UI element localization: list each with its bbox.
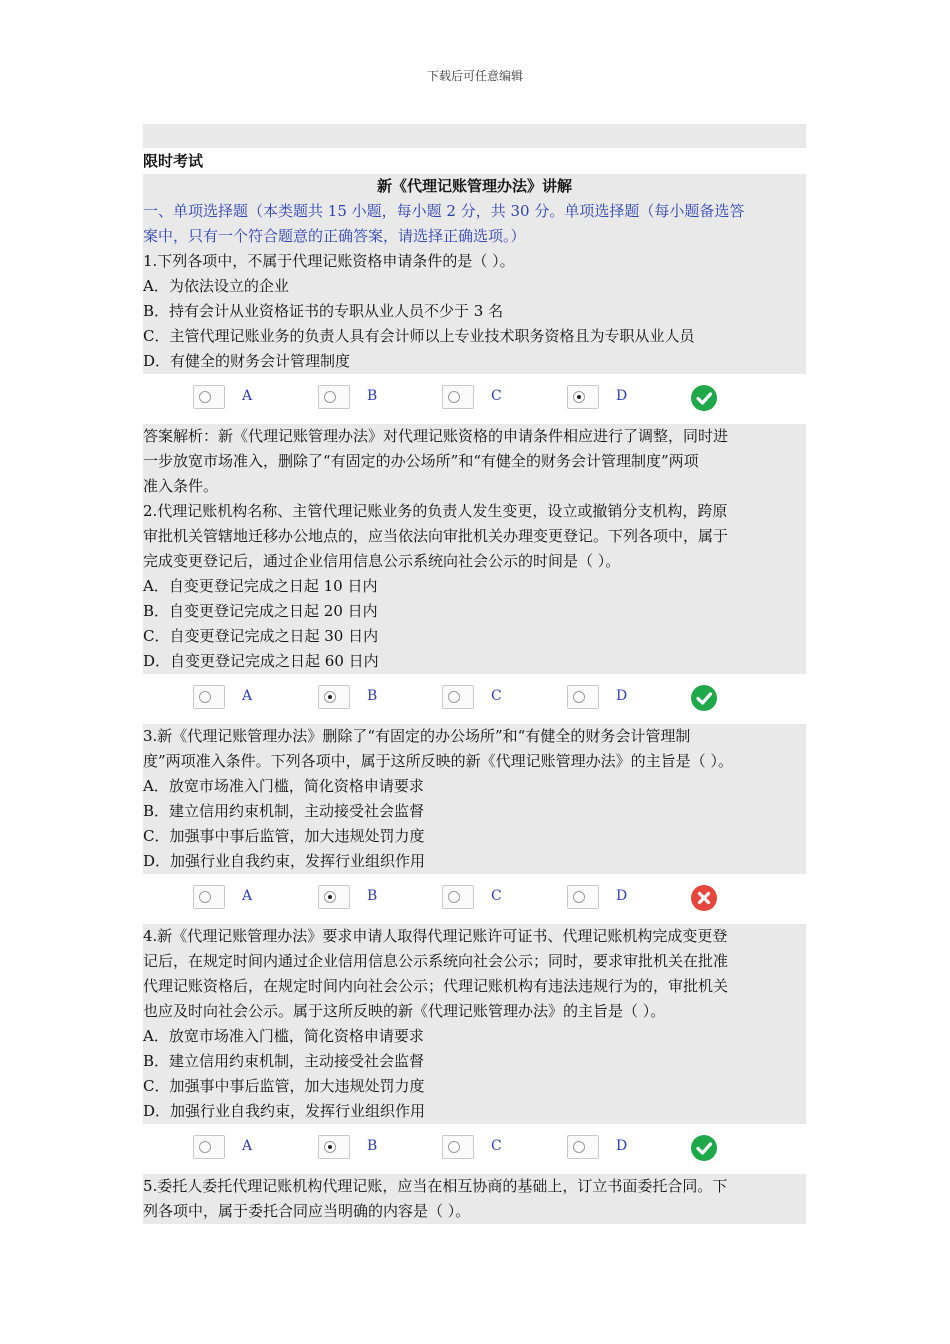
option-label: D xyxy=(616,388,628,404)
option-label: D xyxy=(616,688,628,704)
option-label: A xyxy=(242,1138,253,1154)
radio-button-d[interactable] xyxy=(567,1135,599,1159)
page-header: 下载后可任意编辑 xyxy=(426,69,523,83)
option-text-c: C．加强事中事后监管，加大违规处罚力度 xyxy=(143,1077,425,1095)
radio-button-b[interactable] xyxy=(318,1135,350,1159)
option-c[interactable] xyxy=(442,1135,582,1161)
check-icon xyxy=(691,385,717,411)
radio-circle xyxy=(448,1141,460,1153)
instructions xyxy=(143,199,806,249)
radio-button-b[interactable] xyxy=(318,885,350,909)
answer-row-2 xyxy=(143,674,806,724)
option-label: C xyxy=(491,388,502,404)
option-text-c: C．自变更登记完成之日起 30 日内 xyxy=(143,627,379,645)
analysis-line: 答案解析：新《代理记账管理办法》对代理记账资格的申请条件相应进行了调整，同时进 xyxy=(143,427,729,445)
question-stem: 度”两项准入条件。下列各项中，属于这所反映的新《代理记账管理办法》的主旨是（ ）。 xyxy=(143,752,733,770)
radio-circle xyxy=(324,891,336,903)
option-c[interactable] xyxy=(442,685,582,711)
question-stem: 5.委托人委托代理记账机构代理记账，应当在相互协商的基础上，订立书面委托合同。下 xyxy=(143,1177,728,1195)
option-label: B xyxy=(367,888,378,904)
option-a[interactable] xyxy=(193,685,333,711)
analysis-line: 一步放宽市场准入，删除了“有固定的办公场所”和“有健全的财务会计管理制度”两项 xyxy=(143,452,699,470)
radio-circle xyxy=(573,1141,585,1153)
section-title: 限时考试 xyxy=(143,148,806,174)
option-label: A xyxy=(242,688,253,704)
option-label: C xyxy=(491,688,502,704)
option-label: B xyxy=(367,1138,378,1154)
option-text-b: B．建立信用约束机制，主动接受社会监督 xyxy=(143,802,425,820)
radio-button-c[interactable] xyxy=(442,885,474,909)
radio-selected-dot xyxy=(577,395,581,399)
radio-circle xyxy=(324,691,336,703)
option-label: B xyxy=(367,388,378,404)
option-text-c: C．主管代理记账业务的负责人具有会计师以上专业技术职务资格且为专职从业人员 xyxy=(143,327,695,345)
option-label: A xyxy=(242,888,253,904)
radio-circle xyxy=(448,691,460,703)
answer-row-3 xyxy=(143,874,806,924)
option-text-c: C．加强事中事后监管，加大违规处罚力度 xyxy=(143,827,425,845)
radio-button-a[interactable] xyxy=(193,1135,225,1159)
radio-button-d[interactable] xyxy=(567,885,599,909)
option-label: D xyxy=(616,1138,628,1154)
exam-content xyxy=(143,124,806,1224)
top-bar xyxy=(143,124,806,148)
document-title: 新《代理记账管理办法》讲解 xyxy=(143,174,806,199)
radio-circle xyxy=(573,391,585,403)
option-text-d: D．加强行业自我约束，发挥行业组织作用 xyxy=(143,852,426,870)
radio-circle xyxy=(199,391,211,403)
answer-analysis xyxy=(143,424,806,499)
option-a[interactable] xyxy=(193,385,333,411)
check-icon xyxy=(691,685,717,711)
radio-circle xyxy=(448,891,460,903)
instruction-line: 一、单项选择题（本类题共 15 小题，每小题 2 分，共 30 分。单项选择题（每小题备选答 xyxy=(143,202,745,220)
option-text-a: A．放宽市场准入门槛，简化资格申请要求 xyxy=(143,1027,424,1045)
option-b[interactable] xyxy=(318,1135,458,1161)
option-text-d: D．有健全的财务会计管理制度 xyxy=(143,352,351,370)
question-stem: 完成变更登记后，通过企业信用信息公示系统向社会公示的时间是（ ）。 xyxy=(143,552,621,570)
radio-button-a[interactable] xyxy=(193,385,225,409)
option-d[interactable] xyxy=(567,685,707,711)
option-c[interactable] xyxy=(442,885,582,911)
cross-icon xyxy=(691,885,717,911)
option-label: A xyxy=(242,388,253,404)
option-text-b: B．自变更登记完成之日起 20 日内 xyxy=(143,602,378,620)
radio-button-d[interactable] xyxy=(567,685,599,709)
question-stem: 记后，在规定时间内通过企业信用信息公示系统向社会公示；同时，要求审批机关在批准 xyxy=(143,952,729,970)
question-stem: 列各项中，属于委托合同应当明确的内容是（ ）。 xyxy=(143,1202,471,1220)
question-stem: 代理记账资格后，在规定时间内向社会公示；代理记账机构有违法违规行为的，审批机关 xyxy=(143,977,729,995)
radio-selected-dot xyxy=(328,695,332,699)
option-d[interactable] xyxy=(567,1135,707,1161)
radio-circle xyxy=(324,391,336,403)
option-b[interactable] xyxy=(318,385,458,411)
option-d[interactable] xyxy=(567,385,707,411)
option-text-a: A．自变更登记完成之日起 10 日内 xyxy=(143,577,378,595)
option-b[interactable] xyxy=(318,685,458,711)
radio-circle xyxy=(573,691,585,703)
option-label: D xyxy=(616,888,628,904)
option-text-a: A．为依法设立的企业 xyxy=(143,277,289,295)
option-text-d: D．加强行业自我约束，发挥行业组织作用 xyxy=(143,1102,426,1120)
radio-circle xyxy=(199,691,211,703)
radio-button-c[interactable] xyxy=(442,1135,474,1159)
question-4 xyxy=(143,924,806,1124)
radio-button-c[interactable] xyxy=(442,385,474,409)
question-stem: 1.下列各项中，不属于代理记账资格申请条件的是（ ）。 xyxy=(143,252,515,270)
analysis-line: 准入条件。 xyxy=(143,477,219,495)
radio-button-a[interactable] xyxy=(193,685,225,709)
option-label: B xyxy=(367,688,378,704)
radio-button-a[interactable] xyxy=(193,885,225,909)
answer-row-1 xyxy=(143,374,806,424)
radio-button-d[interactable] xyxy=(567,385,599,409)
radio-button-c[interactable] xyxy=(442,685,474,709)
option-text-b: B．建立信用约束机制，主动接受社会监督 xyxy=(143,1052,425,1070)
instruction-line: 案中，只有一个符合题意的正确答案，请选择正确选项。） xyxy=(143,227,526,245)
check-icon xyxy=(691,1135,717,1161)
radio-circle xyxy=(199,1141,211,1153)
option-b[interactable] xyxy=(318,885,458,911)
radio-circle xyxy=(448,391,460,403)
option-text-d: D．自变更登记完成之日起 60 日内 xyxy=(143,652,379,670)
question-stem: 2.代理记账机构名称、主管代理记账业务的负责人发生变更，设立或撤销分支机构，跨原 xyxy=(143,502,728,520)
question-stem: 审批机关管辖地迁移办公地点的，应当依法向审批机关办理变更登记。下列各项中，属于 xyxy=(143,527,729,545)
option-c[interactable] xyxy=(442,385,582,411)
radio-circle xyxy=(573,891,585,903)
option-a[interactable] xyxy=(193,885,333,911)
option-text-a: A．放宽市场准入门槛，简化资格申请要求 xyxy=(143,777,424,795)
radio-selected-dot xyxy=(328,1145,332,1149)
option-label: C xyxy=(491,1138,502,1154)
radio-circle xyxy=(199,891,211,903)
radio-selected-dot xyxy=(328,895,332,899)
answer-row-4 xyxy=(143,1124,806,1174)
option-d[interactable] xyxy=(567,885,707,911)
radio-button-b[interactable] xyxy=(318,385,350,409)
question-stem: 也应及时向社会公示。属于这所反映的新《代理记账管理办法》的主旨是（ ）。 xyxy=(143,1002,666,1020)
question-stem: 4.新《代理记账管理办法》要求申请人取得代理记账许可证书、代理记账机构完成变更登 xyxy=(143,927,728,945)
option-label: C xyxy=(491,888,502,904)
question-stem: 3.新《代理记账管理办法》删除了“有固定的办公场所”和“有健全的财务会计管理制 xyxy=(143,727,691,745)
radio-circle xyxy=(324,1141,336,1153)
radio-button-b[interactable] xyxy=(318,685,350,709)
question-5 xyxy=(143,1174,806,1224)
question-1 xyxy=(143,249,806,374)
question-2 xyxy=(143,499,806,674)
question-3 xyxy=(143,724,806,874)
option-a[interactable] xyxy=(193,1135,333,1161)
option-text-b: B．持有会计从业资格证书的专职从业人员不少于 3 名 xyxy=(143,302,504,320)
